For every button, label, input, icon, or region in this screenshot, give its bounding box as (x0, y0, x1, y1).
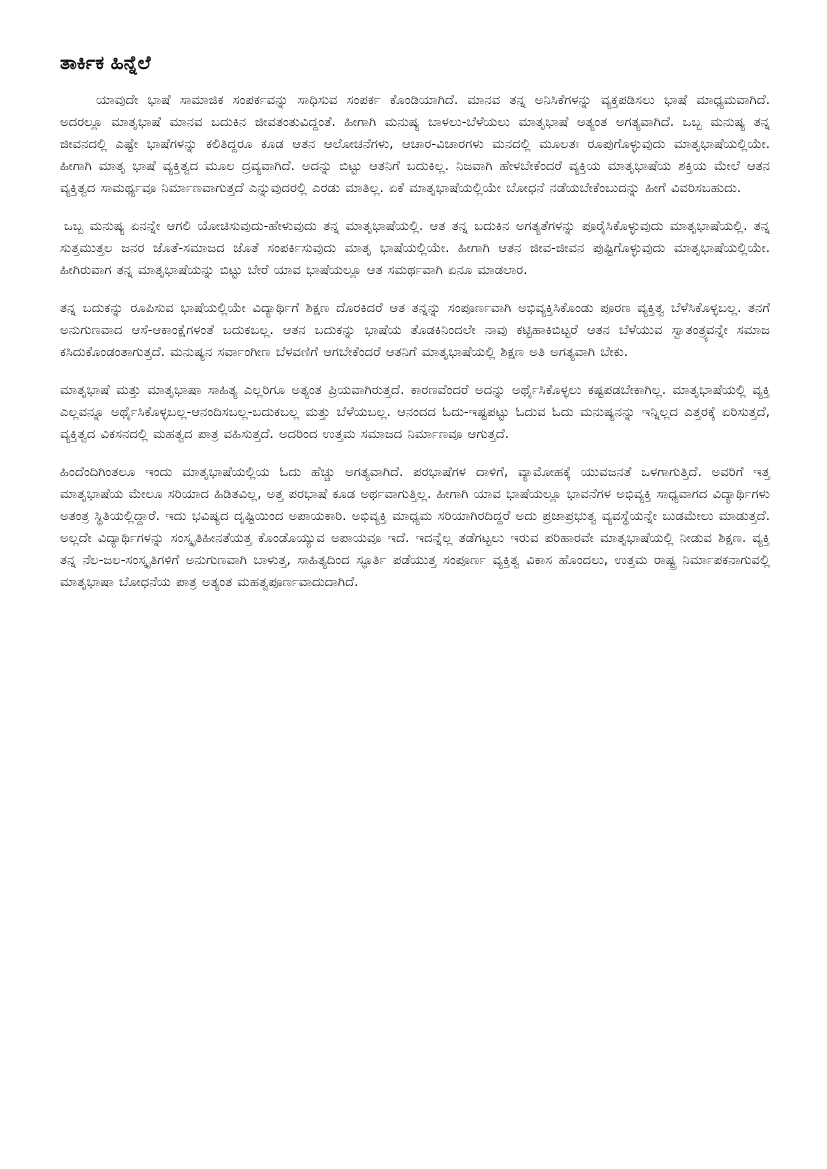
section-heading: ತಾರ್ಕಿಕ ಹಿನ್ನೆಲೆ (60, 52, 151, 74)
paragraph-4: ಮಾತೃಭಾಷೆ ಮತ್ತು ಮಾತೃಭಾಷಾ ಸಾಹಿತ್ಯ ಎಲ್ಲರಿಗೂ ಅತ್ಯಂತ ಪ್ರಿಯವಾಗಿರುತ್ತದೆ. ಕಾರಣವೆಂದರೆ ಅದನ್ನು ಅರ್ಥೈಸಿಕೊಳ್ಳಲು ಕಷ್ಟಪಡಬೇಕಾಗಿಲ್ಲ. ಮಾತೃಭಾಷೆಯಲ್ಲಿ ವ್ಯಕ್ತಿ ಎಲ್ಲವನ್ನೂ ಅರ್ಥೈಸಿಕೊಳ್ಳಬಲ್ಲ-ಆನಂದಿಸಬಲ್ಲ-ಬದುಕಬಲ್ಲ ಮತ್ತು ಬೆಳೆಯಬಲ್ಲ. ಆನಂದದ ಓದು-ಇಷ್ಟಪಟ್ಟು ಓದುವ ಓದು ಮನುಷ್ಯನನ್ನು ಇನ್ನಿಲ್ಲದ ಎತ್ತರಕ್ಕೆ ಏರಿಸುತ್ತದೆ, ವ್ಯಕ್ತಿತ್ವದ ವಿಕಸನದಲ್ಲಿ ಮಹತ್ವದ ಪಾತ್ರ ವಹಿಸುತ್ತದೆ. ಅದರಿಂದ ಉತ್ತಮ ಸಮಾಜದ ನಿರ್ಮಾಣವೂ ಆಗುತ್ತದೆ. (60, 383, 770, 442)
paragraph-5: ಹಿಂದೆಂದಿಗಿಂತಲೂ ಇಂದು ಮಾತೃಭಾಷೆಯಲ್ಲಿಯ ಓದು ಹೆಚ್ಚು ಅಗತ್ಯವಾಗಿದೆ. ಪರಭಾಷೆಗಳ ದಾಳಿಗೆ, ವ್ಯಾಮೋಹಕ್ಕೆ ಯುವಜನತೆ ಒಳಗಾಗುತ್ತಿದೆ. ಅವರಿಗೆ ಇತ್ತ ಮಾತೃಭಾಷೆಯ ಮೇಲೂ ಸರಿಯಾದ ಹಿಡಿತವಿಲ್ಲ, ಅತ್ತ ಪರಭಾಷೆ ಕೂಡ ಅರ್ಥವಾಗುತ್ತಿಲ್ಲ. ಹೀಗಾಗಿ ಯಾವ ಭಾಷೆಯಲ್ಲೂ ಭಾವನೆಗಳ ಅಭಿವ್ಯಕ್ತಿ ಸಾಧ್ಯವಾಗದ ವಿದ್ಯಾರ್ಥಿಗಳು ಅತಂತ್ರ ಸ್ಥಿತಿಯಲ್ಲಿದ್ದಾರೆ. ಇದು ಭವಿಷ್ಯದ ದೃಷ್ಟಿಯಿಂದ ಅಪಾಯಕಾರಿ. ಅಭಿವ್ಯಕ್ತಿ ಮಾಧ್ಯಮ ಸರಿಯಾಗಿರದಿದ್ದರೆ ಅದು ಪ್ರಜಾಪ್ರಭುತ್ವ ವ್ಯವಸ್ಥೆಯನ್ನೇ ಬುಡಮೇಲು ಮಾಡುತ್ತದೆ. ಅಲ್ಲದೇ ವಿದ್ಯಾರ್ಥಿಗಳನ್ನು ಸಂಸ್ಕೃತಿಹೀನತೆಯತ್ತ ಕೊಂಡೊಯ್ಯುವ ಅಪಾಯವೂ ಇದೆ. ಇದನ್ನೆಲ್ಲ ತಡೆಗಟ್ಟಲು ಇರುವ ಪರಿಹಾರವೇ ಮಾತೃಭಾಷೆಯಲ್ಲಿ ನೀಡುವ ಶಿಕ್ಷಣ. ವ್ಯಕ್ತಿ ತನ್ನ ನೆಲ-ಜಲ-ಸಂಸ್ಕೃತಿಗಳಿಗೆ ಅನುಗುಣವಾಗಿ ಬಾಳುತ್ತ, ಸಾಹಿತ್ಯದಿಂದ ಸ್ಫೂರ್ತಿ ಪಡೆಯುತ್ತ ಸಂಪೂರ್ಣ ವ್ಯಕ್ತಿತ್ವ ವಿಕಾಸ ಹೊಂದಲು, ಉತ್ತಮ ರಾಷ್ಟ್ರ ನಿರ್ಮಾಪಕನಾಗುವಲ್ಲಿ ಮಾತೃಭಾಷಾ ಬೋಧನೆಯ ಪಾತ್ರ ಅತ್ಯಂತ ಮಹತ್ವಪೂರ್ಣವಾದುದಾಗಿದೆ. (60, 465, 770, 590)
paragraph-1: ಯಾವುದೇ ಭಾಷೆ ಸಾಮಾಜಿಕ ಸಂಪರ್ಕವನ್ನು ಸಾಧಿಸುವ ಸಂಪರ್ಕ ಕೊಂಡಿಯಾಗಿದೆ. ಮಾನವ ತನ್ನ ಅನಿಸಿಕೆಗಳನ್ನು ವ್ಯಕ್ತಪಡಿಸಲು ಭಾಷೆ ಮಾಧ್ಯಮವಾಗಿದೆ. ಅದರಲ್ಲೂ ಮಾತೃಭಾಷೆ ಮಾನವ ಬದುಕಿನ ಜೀವತಂತುವಿದ್ದಂತೆ. ಹೀಗಾಗಿ ಮನುಷ್ಯ ಬಾಳಲು-ಬೆಳೆಯಲು ಮಾತೃಭಾಷೆ ಅತ್ಯಂತ ಅಗತ್ಯವಾಗಿದೆ. ಒಬ್ಬ ಮನುಷ್ಯ ತನ್ನ ಜೀವನದಲ್ಲಿ ಎಷ್ಟೇ ಭಾಷೆಗಳನ್ನು ಕಲಿತಿದ್ದರೂ ಕೂಡ ಆತನ ಆಲೋಚನೆಗಳು, ಆಚಾರ-ವಿಚಾರಗಳು ಮನದಲ್ಲಿ ಮೂಲತಃ ರೂಪುಗೊಳ್ಳುವುದು ಮಾತೃಭಾಷೆಯಲ್ಲಿಯೇ. ಹೀಗಾಗಿ ಮಾತೃ ಭಾಷೆ ವ್ಯಕ್ತಿತ್ವದ ಮೂಲ ದ್ರವ್ಯವಾಗಿದೆ. ಅದನ್ನು ಬಿಟ್ಟು ಆತನಿಗೆ ಬದುಕಿಲ್ಲ. ನಿಜವಾಗಿ ಹೇಳಬೇಕೆಂದರೆ ವ್ಯಕ್ತಿಯ ಮಾತೃಭಾಷೆಯ ಶಕ್ತಿಯ ಮೇಲೆ ಆತನ ವ್ಯಕ್ತಿತ್ವದ ಸಾಮರ್ಥ್ಯವೂ ನಿರ್ಮಾಣವಾಗುತ್ತದೆ ಎನ್ನುವುದರಲ್ಲಿ ಎರಡು ಮಾತಿಲ್ಲ. ಏಕೆ ಮಾತೃಭಾಷೆಯಲ್ಲಿಯೇ ಬೋಧನೆ ನಡೆಯಬೇಕೆಂಬುದನ್ನು ಹೀಗೆ ವಿವರಿಸಬಹುದು. (60, 93, 770, 196)
paragraph-2: ಒಬ್ಬ ಮನುಷ್ಯ ಏನನ್ನೇ ಆಗಲಿ ಯೋಚಿಸುವುದು-ಹೇಳುವುದು ತನ್ನ ಮಾತೃಭಾಷೆಯಲ್ಲಿ. ಆತ ತನ್ನ ಬದುಕಿನ ಅಗತ್ಯತೆಗಳನ್ನು ಪೂರೈಸಿಕೊಳ್ಳುವುದು ಮಾತೃಭಾಷೆಯಲ್ಲಿ. ತನ್ನ ಸುತ್ತಮುತ್ತಲ ಜನರ ಜೊತೆ-ಸಮಾಜದ ಜೊತೆ ಸಂಪರ್ಕಿಸುವುದು ಮಾತೃ ಭಾಷೆಯಲ್ಲಿಯೇ. ಹೀಗಾಗಿ ಆತನ ಜೀವ-ಜೀವನ ಪುಷ್ಟಿಗೊಳ್ಳುವುದು ಮಾತೃಭಾಷೆಯಲ್ಲಿಯೇ. ಹೀಗಿರುವಾಗ ತನ್ನ ಮಾತೃಭಾಷೆಯನ್ನು ಬಿಟ್ಟು ಬೇರೆ ಯಾವ ಭಾಷೆಯಲ್ಲೂ ಆತ ಸಮರ್ಥವಾಗಿ ಏನೂ ಮಾಡಲಾರ. (60, 219, 770, 278)
document-page (60, 50, 770, 610)
paragraph-3: ತನ್ನ ಬದುಕನ್ನು ರೂಪಿಸುವ ಭಾಷೆಯಲ್ಲಿಯೇ ವಿದ್ಯಾರ್ಥಿಗೆ ಶಿಕ್ಷಣ ದೊರಕಿದರೆ ಆತ ತನ್ನನ್ನು ಸಂಪೂರ್ಣವಾಗಿ ಅಭಿವ್ಯಕ್ತಿಸಿಕೊಂಡು ಪೂರಣ ವ್ಯಕ್ತಿತ್ವ ಬೆಳೆಸಿಕೊಳ್ಳಬಲ್ಲ. ತನಗೆ ಅನುಗುಣವಾದ ಆಸೆ-ಆಕಾಂಕ್ಷೆಗಳಂತೆ ಬದುಕಬಲ್ಲ. ಆತನ ಬದುಕನ್ನು ಭಾಷೆಯ ತೊಡಕಿನಿಂದಲೇ ನಾವು ಕಟ್ಟಿಹಾಕಿಬಿಟ್ಟರೆ ಆತನ ಬೆಳೆಯುವ ಸ್ವಾತಂತ್ರ್ಯವನ್ನೇ ಸಮಾಜ ಕಸಿದುಕೊಂಡಂತಾಗುತ್ತದೆ. ಮನುಷ್ಯನ ಸರ್ವಾಂಗೀಣ ಬೆಳವಣಿಗೆ ಆಗಬೇಕೆಂದರೆ ಆತನಿಗೆ ಮಾತೃಭಾಷೆಯಲ್ಲಿ ಶಿಕ್ಷಣ ಅತಿ ಅಗತ್ಯವಾಗಿ ಬೇಕು. (60, 301, 770, 360)
